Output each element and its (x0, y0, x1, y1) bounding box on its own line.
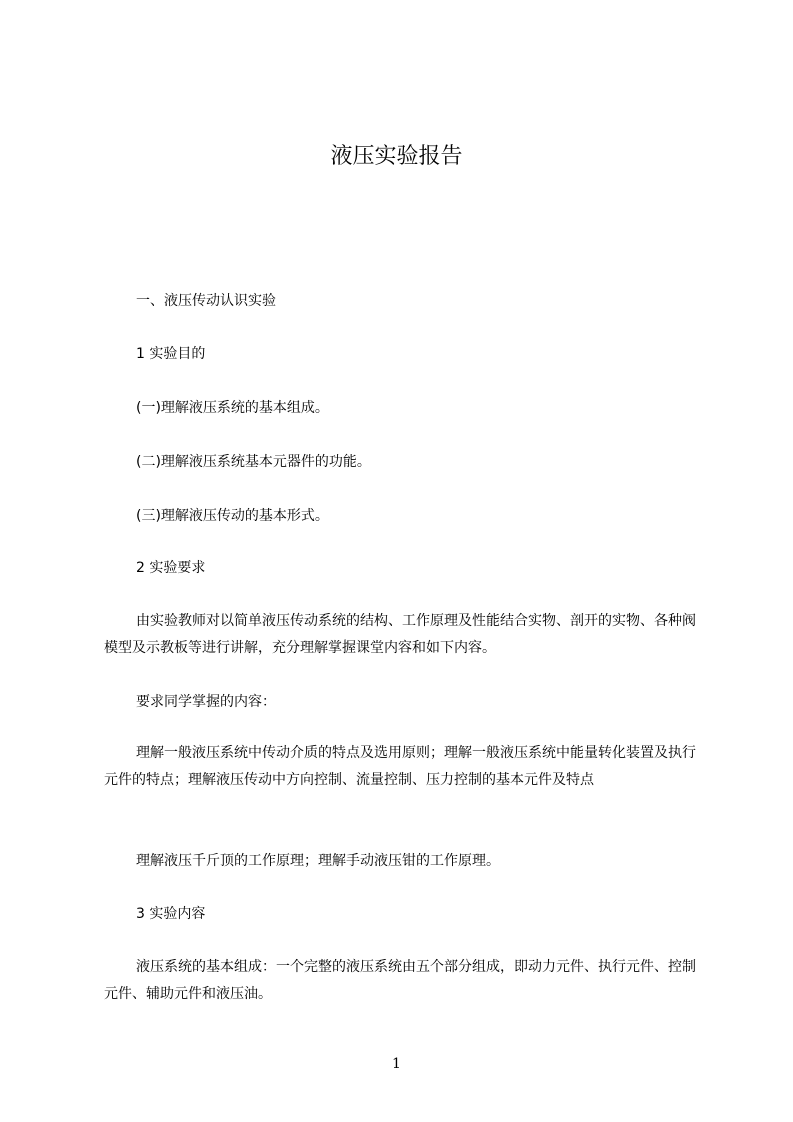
document-title: 液压实验报告 (330, 144, 463, 169)
purpose-item-2: (二)理解液压系统基本元器件的功能。 (136, 454, 371, 470)
mastery-paragraph-2: 理解液压千斤顶的工作原理；理解手动液压钳的工作原理。 (136, 853, 500, 869)
purpose-item-1: (一)理解液压系统的基本组成。 (136, 400, 329, 416)
content-paragraph: 液压系统的基本组成：一个完整的液压系统由五个部分组成，即动力元件、执行元件、控制元件、辅助元件和液压油。 (104, 959, 696, 1002)
subsection-heading-requirements: 2 实验要求 (136, 560, 206, 576)
requirements-paragraph: 由实验教师对以简单液压传动系统的结构、工作原理及性能结合实物、剖开的实物、各种阀模型及示教板等进行讲解，充分理解掌握课堂内容和如下内容。 (104, 613, 696, 656)
mastery-paragraph-1: 理解一般液压系统中传动介质的特点及选用原则；理解一般液压系统中能量转化装置及执行元件的特点；理解液压传动中方向控制、流量控制、压力控制的基本元件及特点 (104, 745, 696, 788)
page-number: 1 (392, 1056, 401, 1072)
section-heading-1: 一、液压传动认识实验 (136, 293, 276, 309)
subsection-heading-purpose: 1 实验目的 (136, 346, 206, 362)
subsection-heading-content: 3 实验内容 (136, 906, 206, 922)
purpose-item-3: (三)理解液压传动的基本形式。 (136, 508, 329, 524)
mastery-heading: 要求同学掌握的内容： (136, 694, 276, 710)
